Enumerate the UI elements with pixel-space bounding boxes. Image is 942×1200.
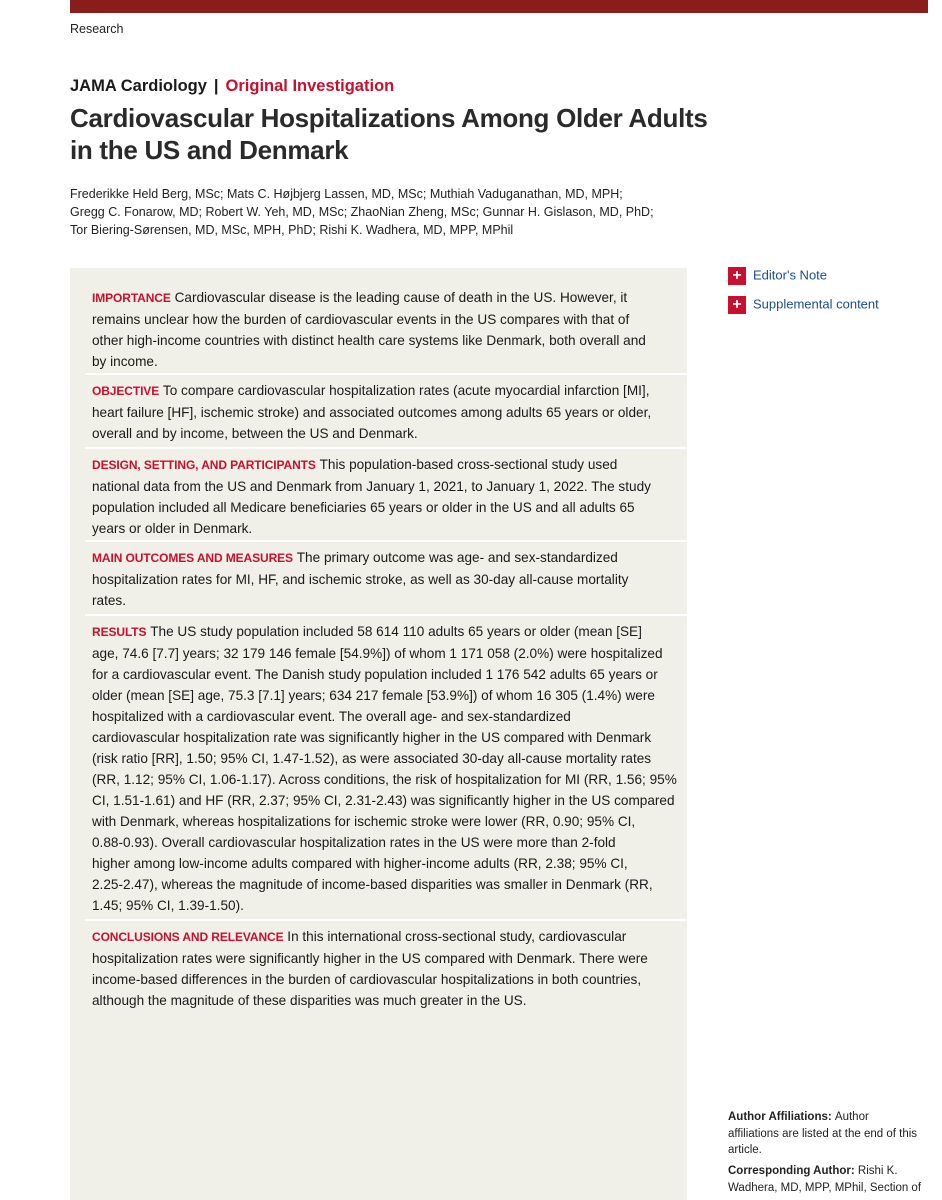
abstract-divider [85, 614, 687, 616]
abstract-text: older (mean [SE] age, 75.3 [7.1] years; 634 217 female [53.9%]) of whom 16 305 (1.4%) were [92, 688, 655, 703]
article-title [70, 102, 710, 166]
author-line[interactable]: Frederikke Held Berg, MSc; Mats C. Højbjerg Lassen, MD, MSc; Muthiah Vaduganathan, MD, MPH; [70, 187, 623, 201]
abstract-text: other high-income countries with distinct health care systems like Denmark, both overall and [92, 333, 646, 348]
author-line[interactable]: Tor Biering-Sørensen, MD, MSc, MPH, PhD; Rishi K. Wadhera, MD, MPP, MPhil [70, 223, 514, 237]
abstract-text: income-based differences in the burden of cardiovascular hospitalizations in both countries, [92, 972, 642, 987]
journal-name[interactable]: JAMA Cardiology [70, 77, 207, 95]
plus-icon: + [728, 267, 746, 285]
abstract-text: heart failure [HF], ischemic stroke) and associated outcomes among adults 65 years or older, [92, 405, 652, 420]
abstract-text: hospitalization rates were significantly higher in the US compared with Denmark. There were [92, 951, 648, 966]
abstract-heading: CONCLUSIONS AND RELEVANCE [92, 930, 284, 944]
abstract-heading: MAIN OUTCOMES AND MEASURES [92, 551, 293, 565]
abstract-heading: DESIGN, SETTING, AND PARTICIPANTS [92, 458, 316, 472]
abstract-text: (RR, 1.12; 95% CI, 1.06-1.17). Across conditions, the risk of hospitalization for MI (RR, 1.56; 95% [92, 772, 677, 787]
abstract-text: In this international cross-sectional study, cardiovascular [287, 929, 627, 944]
abstract-text: This population-based cross-sectional study used [319, 457, 618, 472]
abstract-text: The US study population included 58 614 110 adults 65 years or older (mean [SE] [150, 624, 642, 639]
abstract-text: population included all Medicare beneficiaries 65 years or older in the US and all adults 65 [92, 500, 635, 515]
author-line[interactable]: Gregg C. Fonarow, MD; Robert W. Yeh, MD, MSc; ZhaoNian Zheng, MSc; Gunnar H. Gislason, MD, PhD; [70, 205, 654, 219]
editors-note-label[interactable]: Editor's Note [753, 267, 828, 283]
abstract-text: for a cardiovascular event. The Danish study population included 1 176 542 adults 65 years or [92, 667, 658, 682]
supplemental-content-link[interactable] [728, 295, 879, 314]
abstract-text: years or older in Denmark. [92, 521, 253, 536]
abstract-heading: OBJECTIVE [92, 384, 160, 398]
abstract-importance [92, 287, 688, 372]
abstract-divider [85, 447, 687, 449]
abstract-heading: RESULTS [92, 625, 147, 639]
journal-line [70, 77, 394, 96]
abstract-divider [85, 373, 687, 375]
abstract-objective [92, 380, 688, 444]
title-line: Cardiovascular Hospitalizations Among Older Adults [70, 103, 708, 133]
abstract-text: with Denmark, whereas hospitalizations for ischemic stroke were lower (RR, 0.90; 95% CI, [92, 814, 636, 829]
abstract-text: rates. [92, 593, 126, 608]
abstract-text: although the magnitude of these disparities was much greater in the US. [92, 993, 527, 1008]
abstract-divider [85, 919, 687, 921]
abstract-text: hospitalization rates for MI, HF, and ischemic stroke, as well as 30-day all-cause mortality [92, 572, 629, 587]
abstract-outcomes [92, 547, 688, 611]
abstract-text: 2.25-2.47), whereas the magnitude of income-based disparities was smaller in Denmark (RR, [92, 877, 653, 892]
plus-icon: + [728, 296, 746, 314]
supplemental-content-label[interactable]: Supplemental content [753, 296, 879, 312]
abstract-text: age, 74.6 [7.7] years; 32 179 146 female [54.9%]) of whom 1 171 058 (2.0%) were hospitalized [92, 646, 663, 661]
corresponding-text: Rishi K. [857, 1165, 898, 1177]
abstract-text: 1.45; 95% CI, 1.39-1.50). [92, 898, 244, 913]
abstract-panel [70, 268, 687, 1200]
abstract-text: (risk ratio [RR], 1.50; 95% CI, 1.47-1.52), as were associated 30-day all-cause mortality rates [92, 751, 652, 766]
section-label: Research [70, 22, 124, 36]
abstract-text: 0.88-0.93). Overall cardiovascular hospitalization rates in the US were more than 2-fold [92, 835, 616, 850]
abstract-divider [85, 540, 687, 542]
editors-note-link[interactable] [728, 266, 827, 285]
author-list [70, 185, 690, 239]
abstract-text: national data from the US and Denmark from January 1, 2021, to January 1, 2022. The study [92, 479, 651, 494]
corresponding-heading: Corresponding Author: [728, 1165, 855, 1177]
corresponding-text: Wadhera, MD, MPP, MPhil, Section of [728, 1181, 922, 1194]
affiliations-text: Author [834, 1111, 869, 1123]
abstract-text: To compare cardiovascular hospitalization rates (acute myocardial infarction [MI], [162, 383, 650, 398]
title-line: in the US and Denmark [70, 135, 349, 165]
article-type: Original Investigation [225, 77, 395, 95]
abstract-text: higher among low-income adults compared with higher-income adults (RR, 2.38; 95% CI, [92, 856, 628, 871]
abstract-results [92, 621, 688, 916]
abstract-text: Cardiovascular disease is the leading cause of death in the US. However, it [174, 290, 628, 305]
abstract-text: remains unclear how the burden of cardiovascular events in the US compares with that of [92, 312, 630, 327]
affiliations-text: article. [728, 1144, 762, 1156]
journal-color-bar [70, 0, 928, 13]
corresponding-author [728, 1163, 938, 1196]
abstract-heading: IMPORTANCE [92, 291, 171, 305]
author-affiliations [728, 1109, 938, 1159]
abstract-conclusions [92, 926, 688, 1011]
abstract-text: by income. [92, 354, 158, 369]
journal-separator: | [213, 77, 219, 95]
abstract-text: The primary outcome was age- and sex-standardized [296, 550, 618, 565]
abstract-text: CI, 1.51-1.61) and HF (RR, 2.37; 95% CI, 2.31-2.43) was significantly higher in the US compared [92, 793, 675, 808]
affiliations-heading: Author Affiliations: [728, 1111, 832, 1123]
abstract-text: overall and by income, between the US and Denmark. [92, 426, 418, 441]
abstract-text: cardiovascular hospitalization rate was significantly higher in the US compared with Denmark [92, 730, 652, 745]
affiliations-text: affiliations are listed at the end of this [728, 1127, 918, 1140]
abstract-text: hospitalized with a cardiovascular event. The overall age- and sex-standardized [92, 709, 571, 724]
abstract-design [92, 454, 688, 539]
